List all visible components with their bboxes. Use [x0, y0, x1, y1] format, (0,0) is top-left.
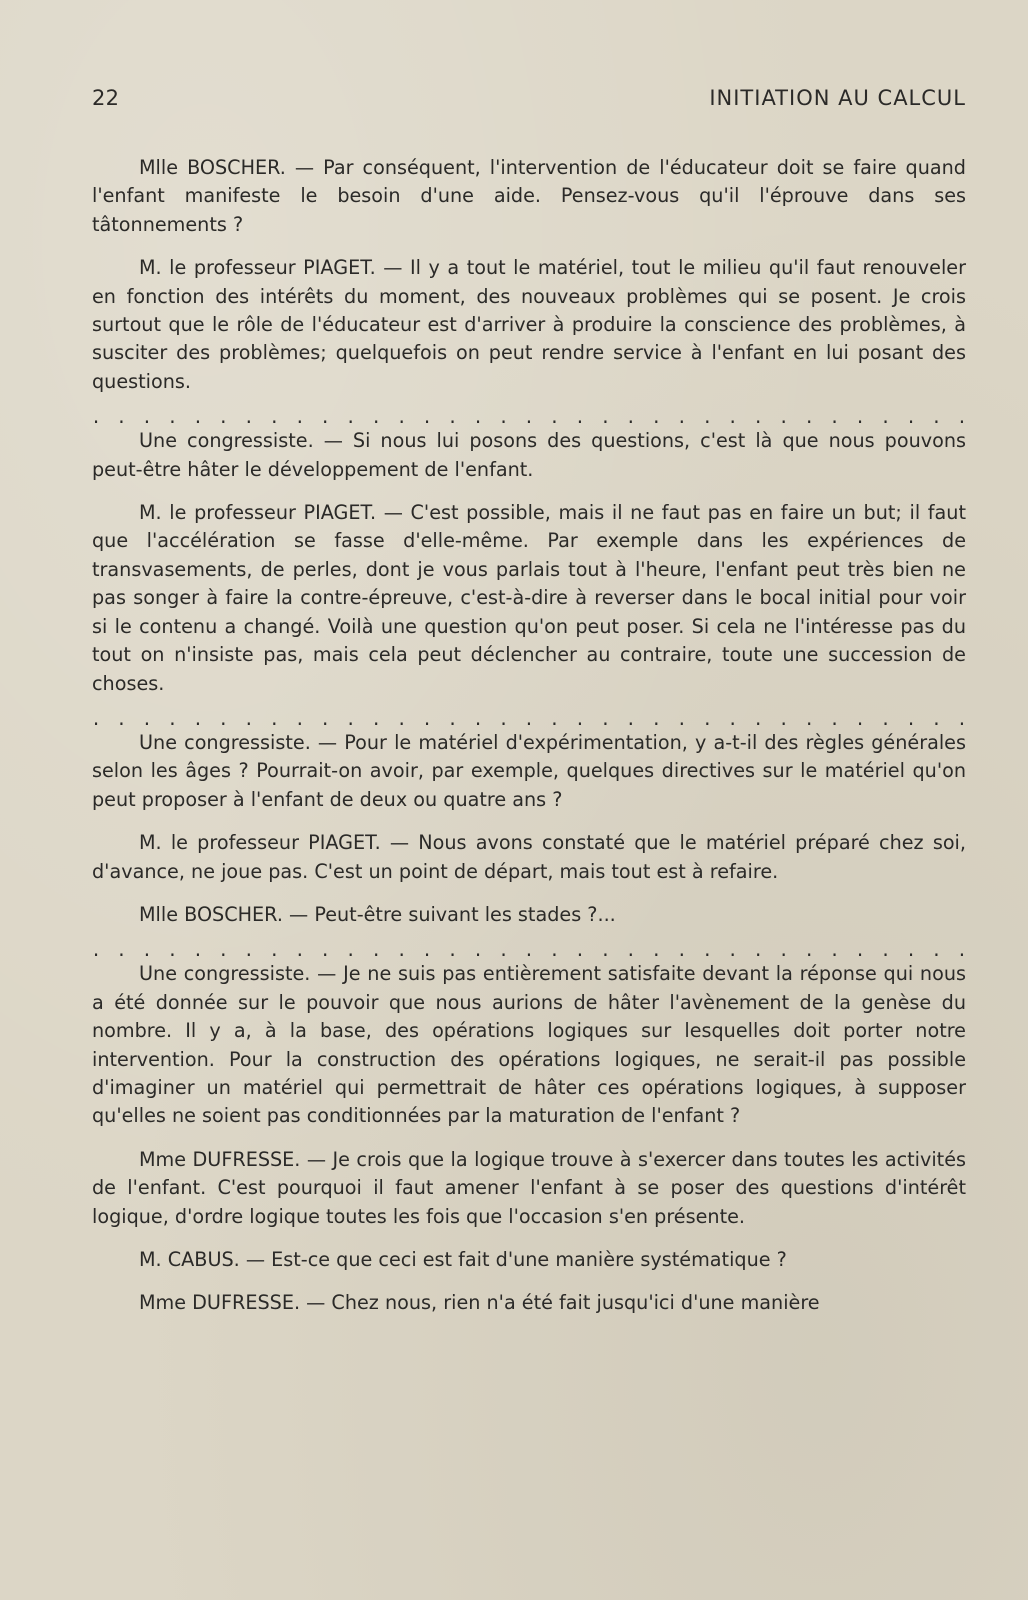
running-head [92, 86, 966, 110]
running-title: INITIATION AU CALCUL [709, 86, 966, 110]
paragraph [92, 960, 966, 1130]
paragraph [92, 1146, 966, 1231]
paragraph-text: — Si nous lui posons des questions, c'est là que nous pouvons peut-être hâter le développement de l'enfant. [92, 429, 967, 481]
paragraph-text: — Nous avons constaté que le matériel préparé chez soi, d'avance, ne joue pas. C'est un point de départ, mais tout est à refaire. [92, 831, 966, 883]
speaker-name: Mlle BOSCHER. [139, 156, 286, 179]
page-number: 22 [92, 86, 120, 110]
speaker-name: M. CABUS. [139, 1248, 240, 1271]
speaker-name: M. le professeur PIAGET. [139, 256, 376, 280]
paragraph-text: — Peut-être suivant les stades ?... [282, 902, 616, 926]
speaker-name: Une congressiste. [139, 730, 311, 754]
paragraph-text: — Chez nous, rien n'a été fait jusqu'ici d'une manière [300, 1291, 820, 1315]
ellipsis-separator: . . . . . . . . . . . . . . . . . . . . . . . . . . . . . . . . . . . [92, 405, 966, 428]
paragraph-text: — Je ne suis pas entièrement satisfaite devant la réponse qui nous a été donnée sur le pouvoir que nous aurions de hâter l'avènement de la genèse du nombre. Il y a, à la base, des opérations logiques sur lesquelles doit porter notre intervention. Pour la construction des opérations logiques, ne serait-il pas possible d'imaginer un matériel qui permettrait de hâter ces opérations logiques, à supposer qu'elles ne soient pas conditionnées par la maturation de l'enfant ? [92, 962, 966, 1128]
speaker-name: Mme DUFRESSE. [139, 1291, 301, 1315]
paragraph [92, 901, 966, 929]
paragraph [92, 254, 966, 396]
speaker-name: Une congressiste. [139, 429, 314, 453]
body-text [92, 154, 966, 1318]
paragraph [92, 499, 966, 698]
ellipsis-separator: . . . . . . . . . . . . . . . . . . . . . . . . . . . . . . . . . . . [92, 938, 966, 961]
speaker-name: Mme DUFRESSE. [139, 1147, 301, 1171]
paragraph [92, 729, 966, 814]
speaker-name: Une congressiste. [139, 962, 311, 986]
paragraph [92, 1246, 966, 1274]
speaker-name: Mlle BOSCHER. [139, 902, 283, 926]
paragraph-text: — C'est possible, mais il ne faut pas en faire un but; il faut que l'accélération se fasse d'elle-même. Par exemple dans les expériences de transvasements, de perles, dont je vous parlais tout à l'heure, l'enfant peut très bien ne pas songer à faire la contre-épreuve, c'est-à-dire à reverser dans le bocal initial pour voir si le contenu a changé. Voilà une question qu'on peut poser. Si cela ne l'intéresse pas du tout on n'insiste pas, mais cela peut déclencher au contraire, toute une succession de choses. [92, 501, 966, 695]
paragraph [92, 154, 966, 239]
paragraph [92, 1289, 966, 1317]
paragraph-text: — Il y a tout le matériel, tout le milieu qu'il faut renouveler en fonction des intérêts du moment, des nouveaux problèmes qui se posent. Je crois surtout que le rôle de l'éducateur est d'arriver à produire la conscience des problèmes, à susciter des problèmes; quelquefois on peut rendre service à l'enfant en lui posant des questions. [92, 256, 966, 393]
paragraph-text: — Je crois que la logique trouve à s'exercer dans toutes les activités de l'enfant. C'est pourquoi il faut amener l'enfant à se poser des questions d'intérêt logique, d'ordre logique toutes les fois que l'occasion s'en présente. [92, 1147, 966, 1228]
speaker-name: M. le professeur PIAGET. [139, 501, 377, 525]
paragraph [92, 427, 966, 484]
paragraph [92, 829, 966, 886]
paragraph-text: — Pour le matériel d'expérimentation, y a-t-il des règles générales selon les âges ? Pourrait-on avoir, par exemple, quelques directives sur le matériel qu'on peut proposer à l'enfant de deux ou quatre ans ? [92, 730, 966, 811]
paragraph-text: — Est-ce que ceci est fait d'une manière systématique ? [239, 1248, 787, 1271]
paragraph-text: — Par conséquent, l'intervention de l'éducateur doit se faire quand l'enfant manifeste le besoin d'une aide. Pensez-vous qu'il l'éprouve dans ses tâtonnements ? [92, 156, 966, 236]
ellipsis-separator: . . . . . . . . . . . . . . . . . . . . . . . . . . . . . . . . . . . [92, 706, 966, 729]
speaker-name: M. le professeur PIAGET. [139, 831, 381, 855]
